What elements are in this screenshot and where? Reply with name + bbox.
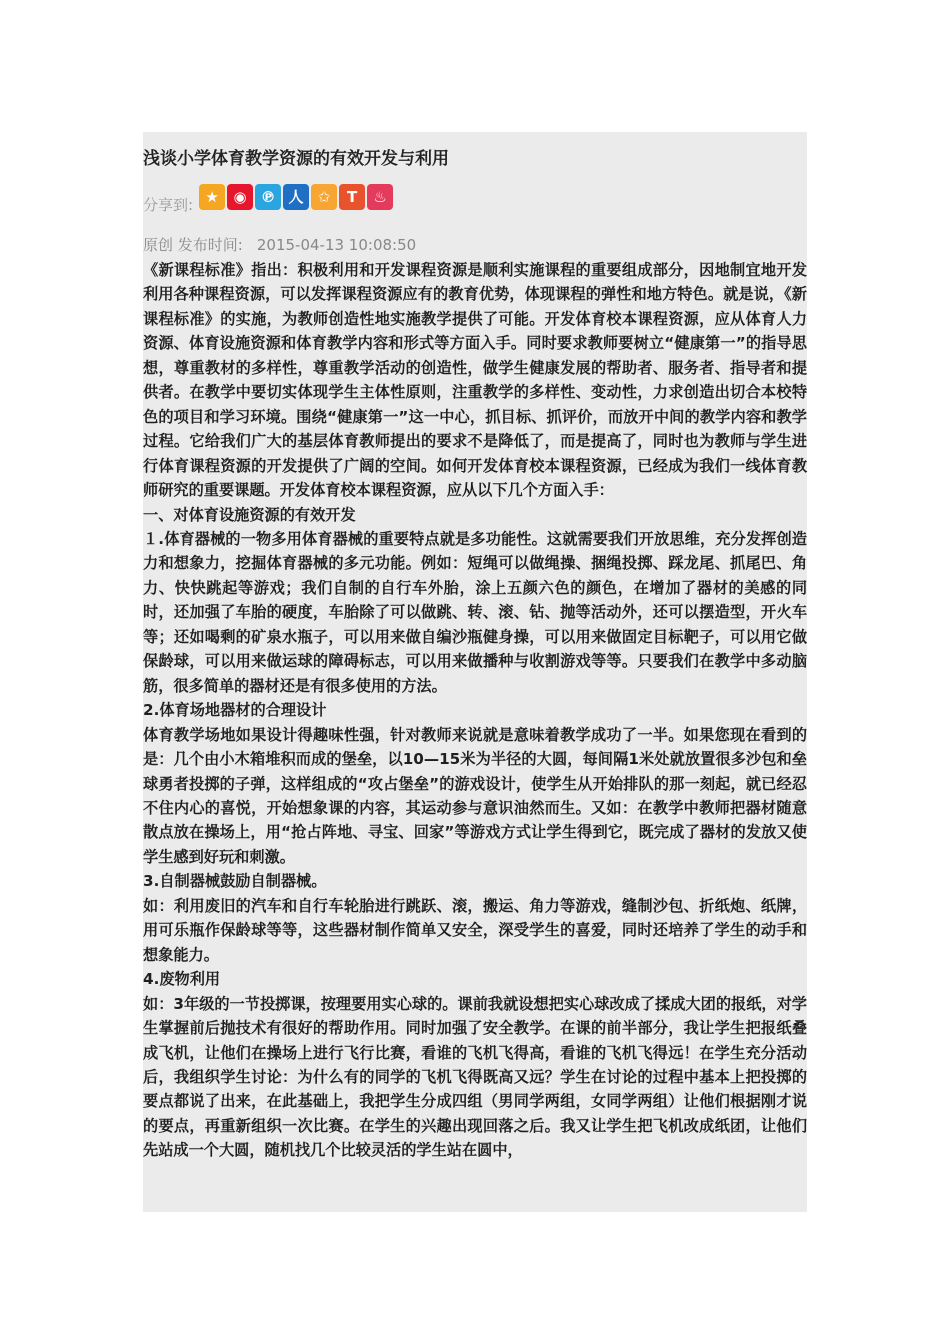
paragraph-intro: 《新课程标准》指出：积极利用和开发课程资源是顺利实施课程的重要组成部分，因地制宜地开发利用各种课程资源，可以发挥课程资源应有的教育优势，体现课程的弹性和地方特色。就是说，《新课程标准》的实施，为教师创造性地实施教学提供了可能。开发体育校本课程资源，应从体育人力资源、体育设施资源和体育教学内容和形式等方面入手。同时要求教师要树立“健康第一”的指导思想，尊重教材的多样性，尊重教学活动的创造性，做学生健康发展的帮助者、服务者、指导者和提供者。在教学中要切实体现学生主体性原则，注重教学的多样性、变动性，力求创造出切合本校特色的项目和学习环境。围绕“健康第一”这一中心，抓目标、抓评价，而放开中间的教学内容和教学过程。它给我们广大的基层体育教师提出的要求不是降低了，而是提高了，同时也为教师与学生进行体育课程资源的开发提供了广阔的空间。如何开发体育校本课程资源，已经成为我们一线体育教师研究的重要课题。开发体育校本课程资源，应从以下几个方面入手： [143,261,807,500]
pengyou-icon[interactable]: ℗ [255,184,281,210]
tqq-icon[interactable]: T [339,184,365,210]
share-icons [199,184,393,210]
weibo-icon[interactable]: ◉ [227,184,253,210]
kaixin-icon[interactable]: ✩ [311,184,337,210]
paragraph-waste-reuse: 如：3年级的一节投掷课，按理要用实心球的。课前我就设想把实心球改成了揉成大团的报纸，对学生掌握前后抛技术有很好的帮助作用。同时加强了安全教学。在课的前半部分，我让学生把报纸叠成飞机，让他们在操场上进行飞行比赛，看谁的飞机飞得高，看谁的飞机飞得远！在学生充分活动后，我组织学生讨论：为什么有的同学的飞机飞得既高又远？学生在讨论的过程中基本上把投掷的要点都说了出来，在此基础上，我把学生分成四组（男同学两组，女同学两组）让他们根据刚才说的要点，再重新组织一次比赛。在学生的兴趣出现回落之后。我又让学生把飞机改成纸团，让他们先站成一个大圆，随机找几个比较灵活的学生站在圆中， [143,994,807,1160]
published-label: 发布时间: [177,236,243,254]
article-title: 浅谈小学体育教学资源的有效开发与利用 [143,149,449,169]
article-body [143,258,807,1163]
article-meta [143,235,416,255]
article-page [143,132,807,1212]
paragraph-equipment-multiuse: １.体育器械的一物多用体育器械的重要特点就是多功能性。这就需要我们开放思维，充分发挥创造力和想象力，挖掘体育器械的多元功能。例如：短绳可以做绳操、捆绳投掷、踩龙尾、抓尾巴、角力、快快跳起等游戏；我们自制的自行车外胎，涂上五颜六色的颜色，在增加了器材的美感的同时，还加强了车胎的硬度，车胎除了可以做跳、转、滚、钻、抛等活动外，还可以摆造型，开火车等；还如喝剩的矿泉水瓶子，可以用来做自编沙瓶健身操，可以用来做固定目标靶子，可以用它做保龄球，可以用来做运球的障碍标志，可以用来做播种与收割游戏等等。只要我们在教学中多动脑筋，很多简单的器材还是有很多使用的方法。 [143,529,807,695]
subheading-field-design: 2.体育场地器材的合理设计 [143,701,327,720]
section-heading-1: 一、对体育设施资源的有效开发 [143,505,356,524]
qzone-icon[interactable]: ★ [199,184,225,210]
subheading-self-made: 3.自制器械鼓励自制器械。 [143,872,327,891]
article-type: 原创 [143,236,174,254]
paragraph-self-made: 如：利用废旧的汽车和自行车轮胎进行跳跃、滚，搬运、角力等游戏，缝制沙包、折纸炮、纸牌，用可乐瓶作保龄球等等，这些器材制作简单又安全，深受学生的喜爱，同时还培养了学生的动手和想象能力。 [143,896,807,964]
subheading-waste-reuse: 4.废物利用 [143,970,221,989]
renren-icon[interactable]: 人 [283,184,309,210]
share-label: 分享到: [143,195,194,214]
paragraph-field-design: 体育教学场地如果设计得趣味性强，针对教师来说就是意味着教学成功了一半。如果您现在看到的是：几个由小木箱堆积而成的堡垒，以10—15米为半径的大圆，每间隔1米处就放置很多沙包和垒球勇者投掷的子弹，这样组成的“攻占堡垒”的游戏设计，使学生从开始排队的那一刻起，就已经忍不住内心的喜悦，开始想象课的内容，其运动参与意识油然而生。又如：在教学中教师把器材随意散点放在操场上，用“抢占阵地、寻宝、回家”等游戏方式让学生得到它，既完成了器材的发放又使学生感到好玩和刺激。 [143,725,807,866]
tieba-icon[interactable]: ♨ [367,184,393,210]
share-bar [143,182,393,212]
published-time: 2015-04-13 10:08:50 [256,236,417,254]
